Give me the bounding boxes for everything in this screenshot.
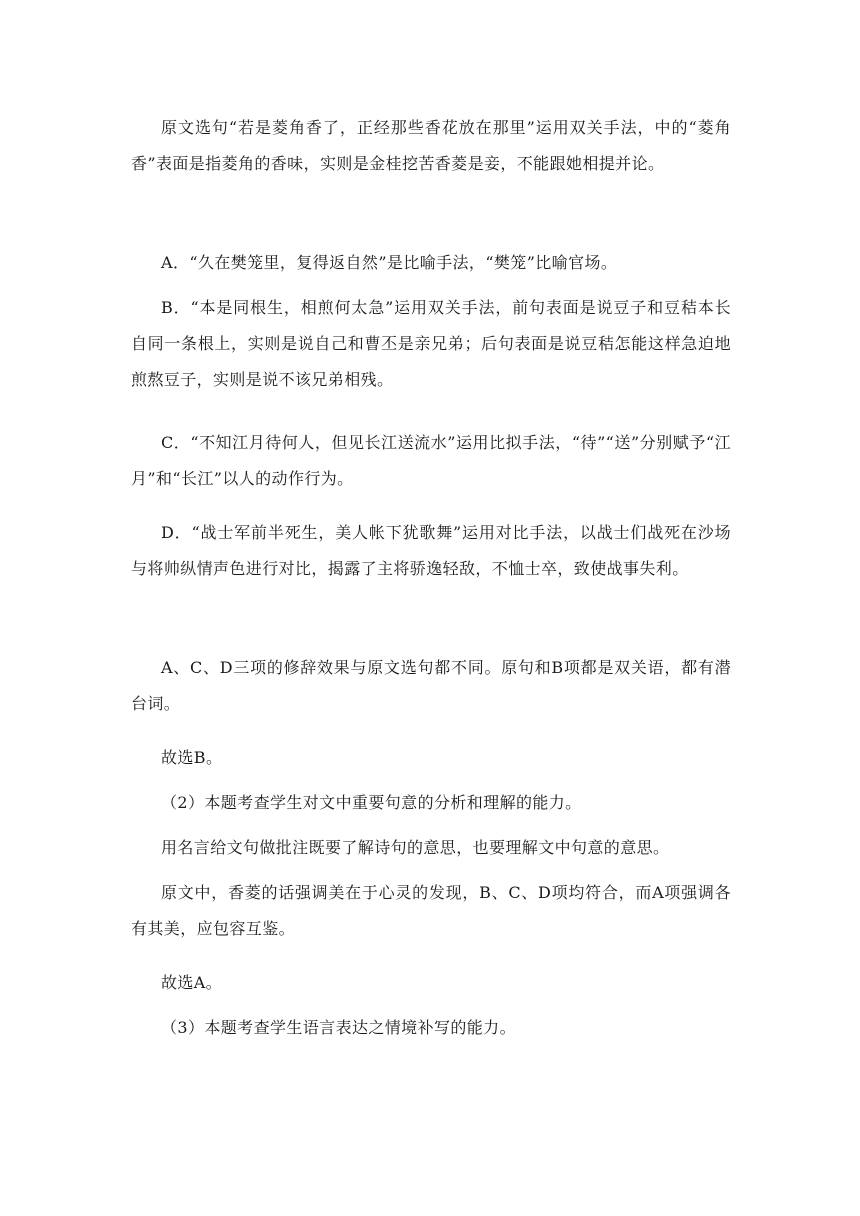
paragraph-answer-1: 故选B。 bbox=[161, 748, 223, 767]
paragraph-conclusion-1: A、C、D三项的修辞效果与原文选句都不同。原句和B项都是双关语，都有潜台词。 bbox=[131, 658, 731, 713]
paragraph-answer-2: 故选A。 bbox=[161, 973, 223, 992]
paragraph-original-sentence-analysis: 原文选句“若是菱角香了，正经那些香花放在那里”运用双关手法，中的“菱角香”表面是指菱角的香味，实则是金桂挖苦香菱是妾，不能跟她相提并论。 bbox=[131, 118, 731, 173]
paragraph-question-2-method: 用名言给文句做批注既要了解诗句的意思，也要理解文中句意的意思。 bbox=[161, 838, 670, 857]
paragraph-option-c: C．“不知江月待何人，但见长江送流水”运用比拟手法，“待”“送”分别赋予“江月”和“长江”以人的动作行为。 bbox=[131, 433, 731, 488]
paragraph-question-2-heading: （2）本题考查学生对文中重要句意的分析和理解的能力。 bbox=[161, 793, 582, 812]
paragraph-question-3-heading: （3）本题考查学生语言表达之情境补写的能力。 bbox=[161, 1018, 516, 1037]
paragraph-option-a: A．“久在樊笼里，复得返自然”是比喻手法，“樊笼”比喻官场。 bbox=[161, 253, 618, 272]
paragraph-option-b: B．“本是同根生，相煎何太急”运用双关手法，前句表面是说豆子和豆秸本长自同一条根上，实则是说自己和曹丕是亲兄弟；后句表面是说豆秸怎能这样急迫地煎熬豆子，实则是说不该兄弟相残。 bbox=[131, 298, 731, 389]
paragraph-option-d: D．“战士军前半死生，美人帐下犹歌舞”运用对比手法，以战士们战死在沙场与将帅纵情声色进行对比，揭露了主将骄逸轻敌，不恤士卒，致使战事失利。 bbox=[131, 523, 731, 578]
paragraph-question-2-analysis: 原文中，香菱的话强调美在于心灵的发现，B、C、D项均符合，而A项强调各有其美，应包容互鉴。 bbox=[131, 883, 731, 938]
